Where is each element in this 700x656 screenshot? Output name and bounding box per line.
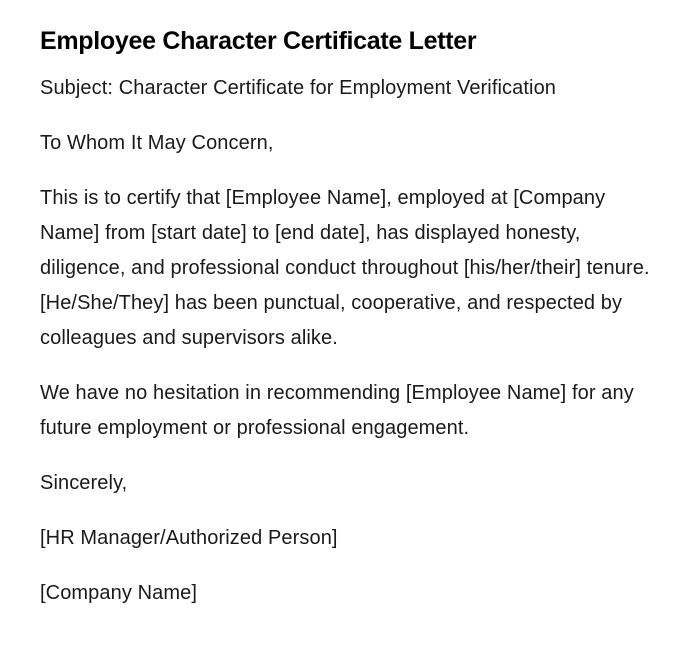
letter-signatory: [HR Manager/Authorized Person] — [40, 527, 338, 549]
letter-body-paragraph-1: This is to certify that [Employee Name], employed at [Company Name] from [start date] to [end date], has displayed honesty, diligence, and professional conduct throughout [his/her/their] tenure. [He/She/They] has been punctual, cooperative, and respected by colleagues and supervisors alike. — [40, 187, 650, 349]
letter-closing: Sincerely, — [40, 472, 128, 494]
letter-subject: Subject: Character Certificate for Employment Verification — [40, 77, 557, 99]
letter-body-paragraph-2: We have no hesitation in recommending [Employee Name] for any future employment or professional engagement. — [40, 382, 634, 439]
letter-title: Employee Character Certificate Letter — [40, 27, 477, 55]
letter-company: [Company Name] — [40, 582, 198, 604]
letter-salutation: To Whom It May Concern, — [40, 132, 274, 154]
letter-document — [40, 24, 660, 631]
